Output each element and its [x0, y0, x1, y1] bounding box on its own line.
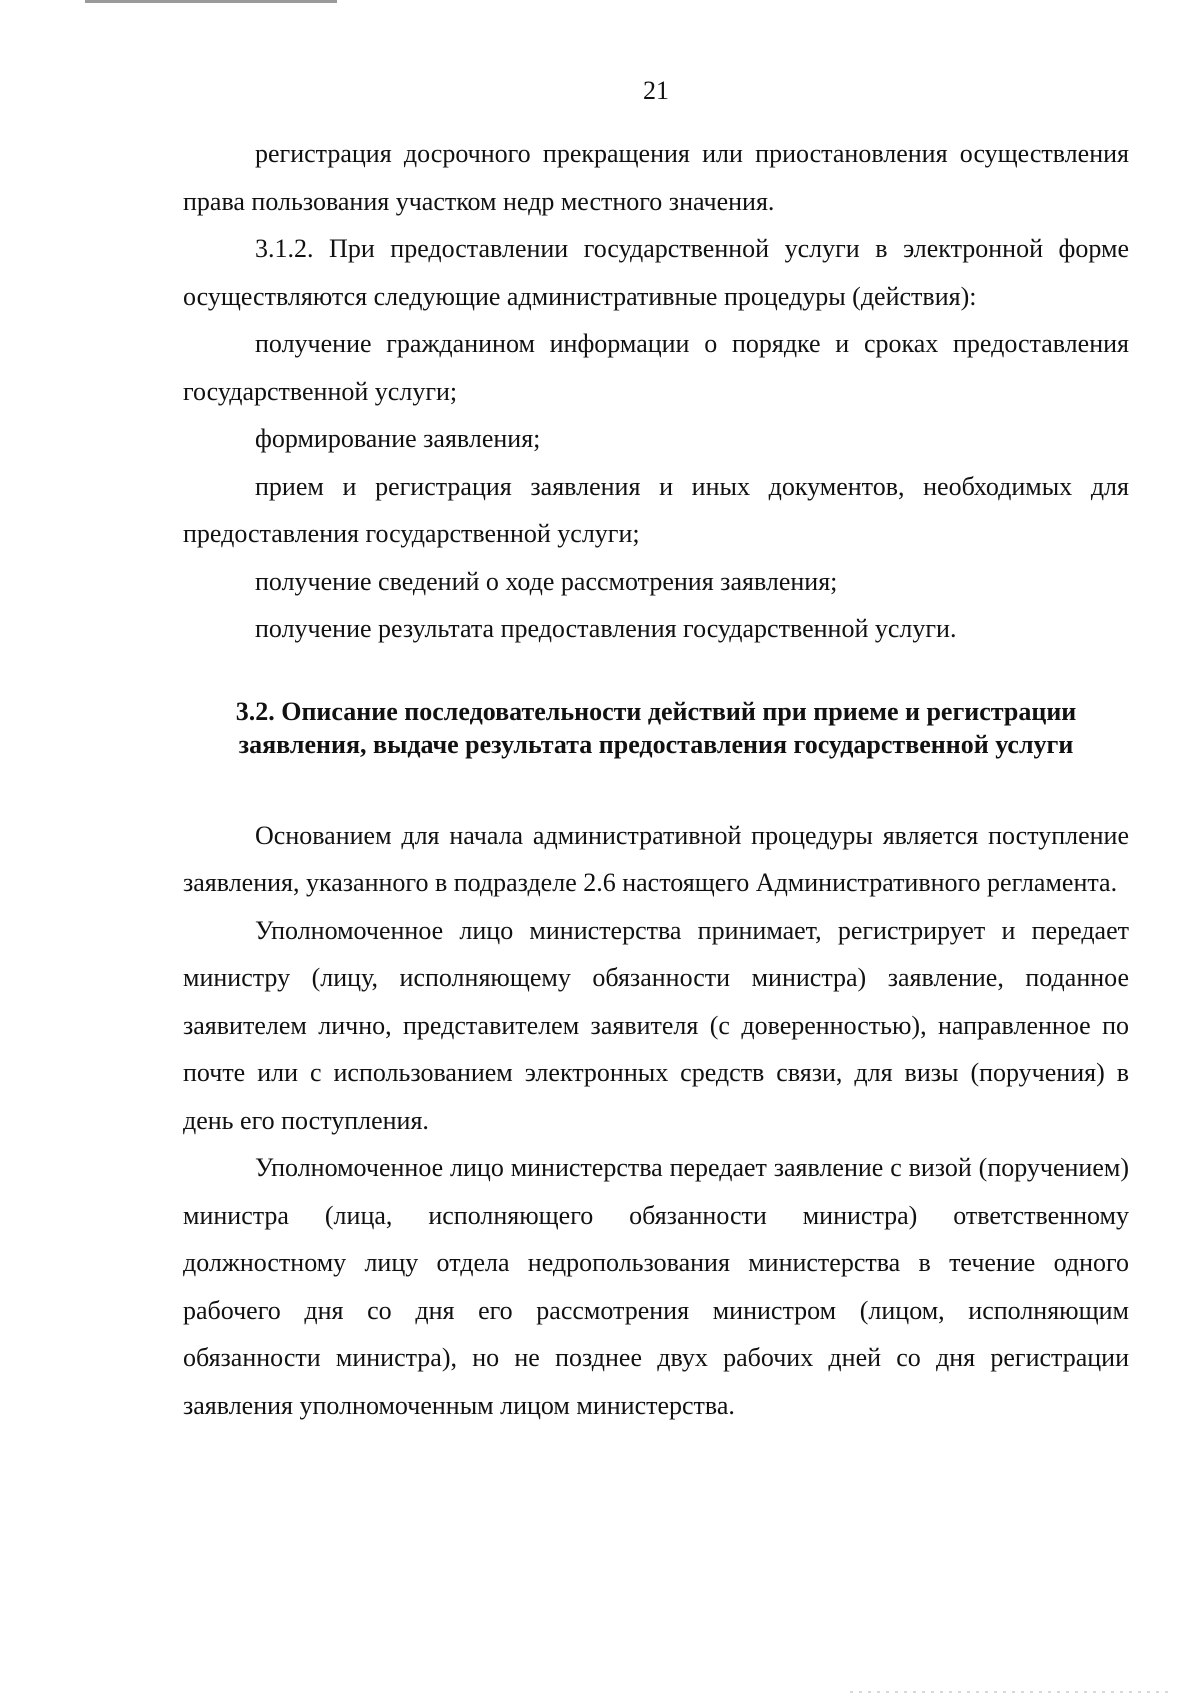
page-number: 21 — [643, 76, 669, 105]
section-heading-line: 3.2. Описание последовательности действий при приеме и регистрации — [235, 696, 1077, 726]
list-item: формирование заявления; — [255, 424, 541, 453]
paragraph: Основанием для начала административной процедуры является поступление заявления, указанного в подразделе 2.6 настоящего Административного регламента. — [183, 820, 1129, 897]
section-heading — [183, 653, 1129, 812]
paragraph: Уполномоченное лицо министерства принимает, регистрирует и передает министру (лицу, исполняющему обязанности министра) заявление, поданное заявителем лично, представителем заявителя (с доверенностью), направленное по почте или с использованием электронных средств связи, для визы (поручения) в день его поступления. — [183, 915, 1129, 1135]
paragraph: Уполномоченное лицо министерства передает заявление с визой (поручением) министра (лица, исполняющего обязанности министра) ответственному должностному лицу отдела недропользования министерства в течение одного рабочего дня со дня его рассмотрения министром (лицом, исполняющим обязанности министра), но не позднее двух рабочих дней со дня регистрации заявления уполномоченным лицом министерства. — [183, 1153, 1129, 1420]
document-text — [183, 130, 1129, 1429]
section-heading-line: заявления, выдаче результата предоставления государственной услуги — [238, 729, 1074, 759]
paragraph: регистрация досрочного прекращения или приостановления осуществления права пользования участком недр местного значения. — [183, 139, 1129, 216]
list-item: получение результата предоставления государственной услуги. — [255, 614, 957, 643]
list-item: прием и регистрация заявления и иных документов, необходимых для предоставления государственной услуги; — [183, 471, 1129, 548]
paragraph: 3.1.2. При предоставлении государственной услуги в электронной форме осуществляются следующие административные процедуры (действия): — [183, 234, 1129, 311]
scan-top-rule — [85, 0, 337, 3]
scan-bottom-noise — [850, 1691, 1170, 1693]
list-item: получение сведений о ходе рассмотрения заявления; — [255, 566, 838, 596]
list-item: получение гражданином информации о порядке и сроках предоставления государственной услуги; — [183, 329, 1129, 406]
